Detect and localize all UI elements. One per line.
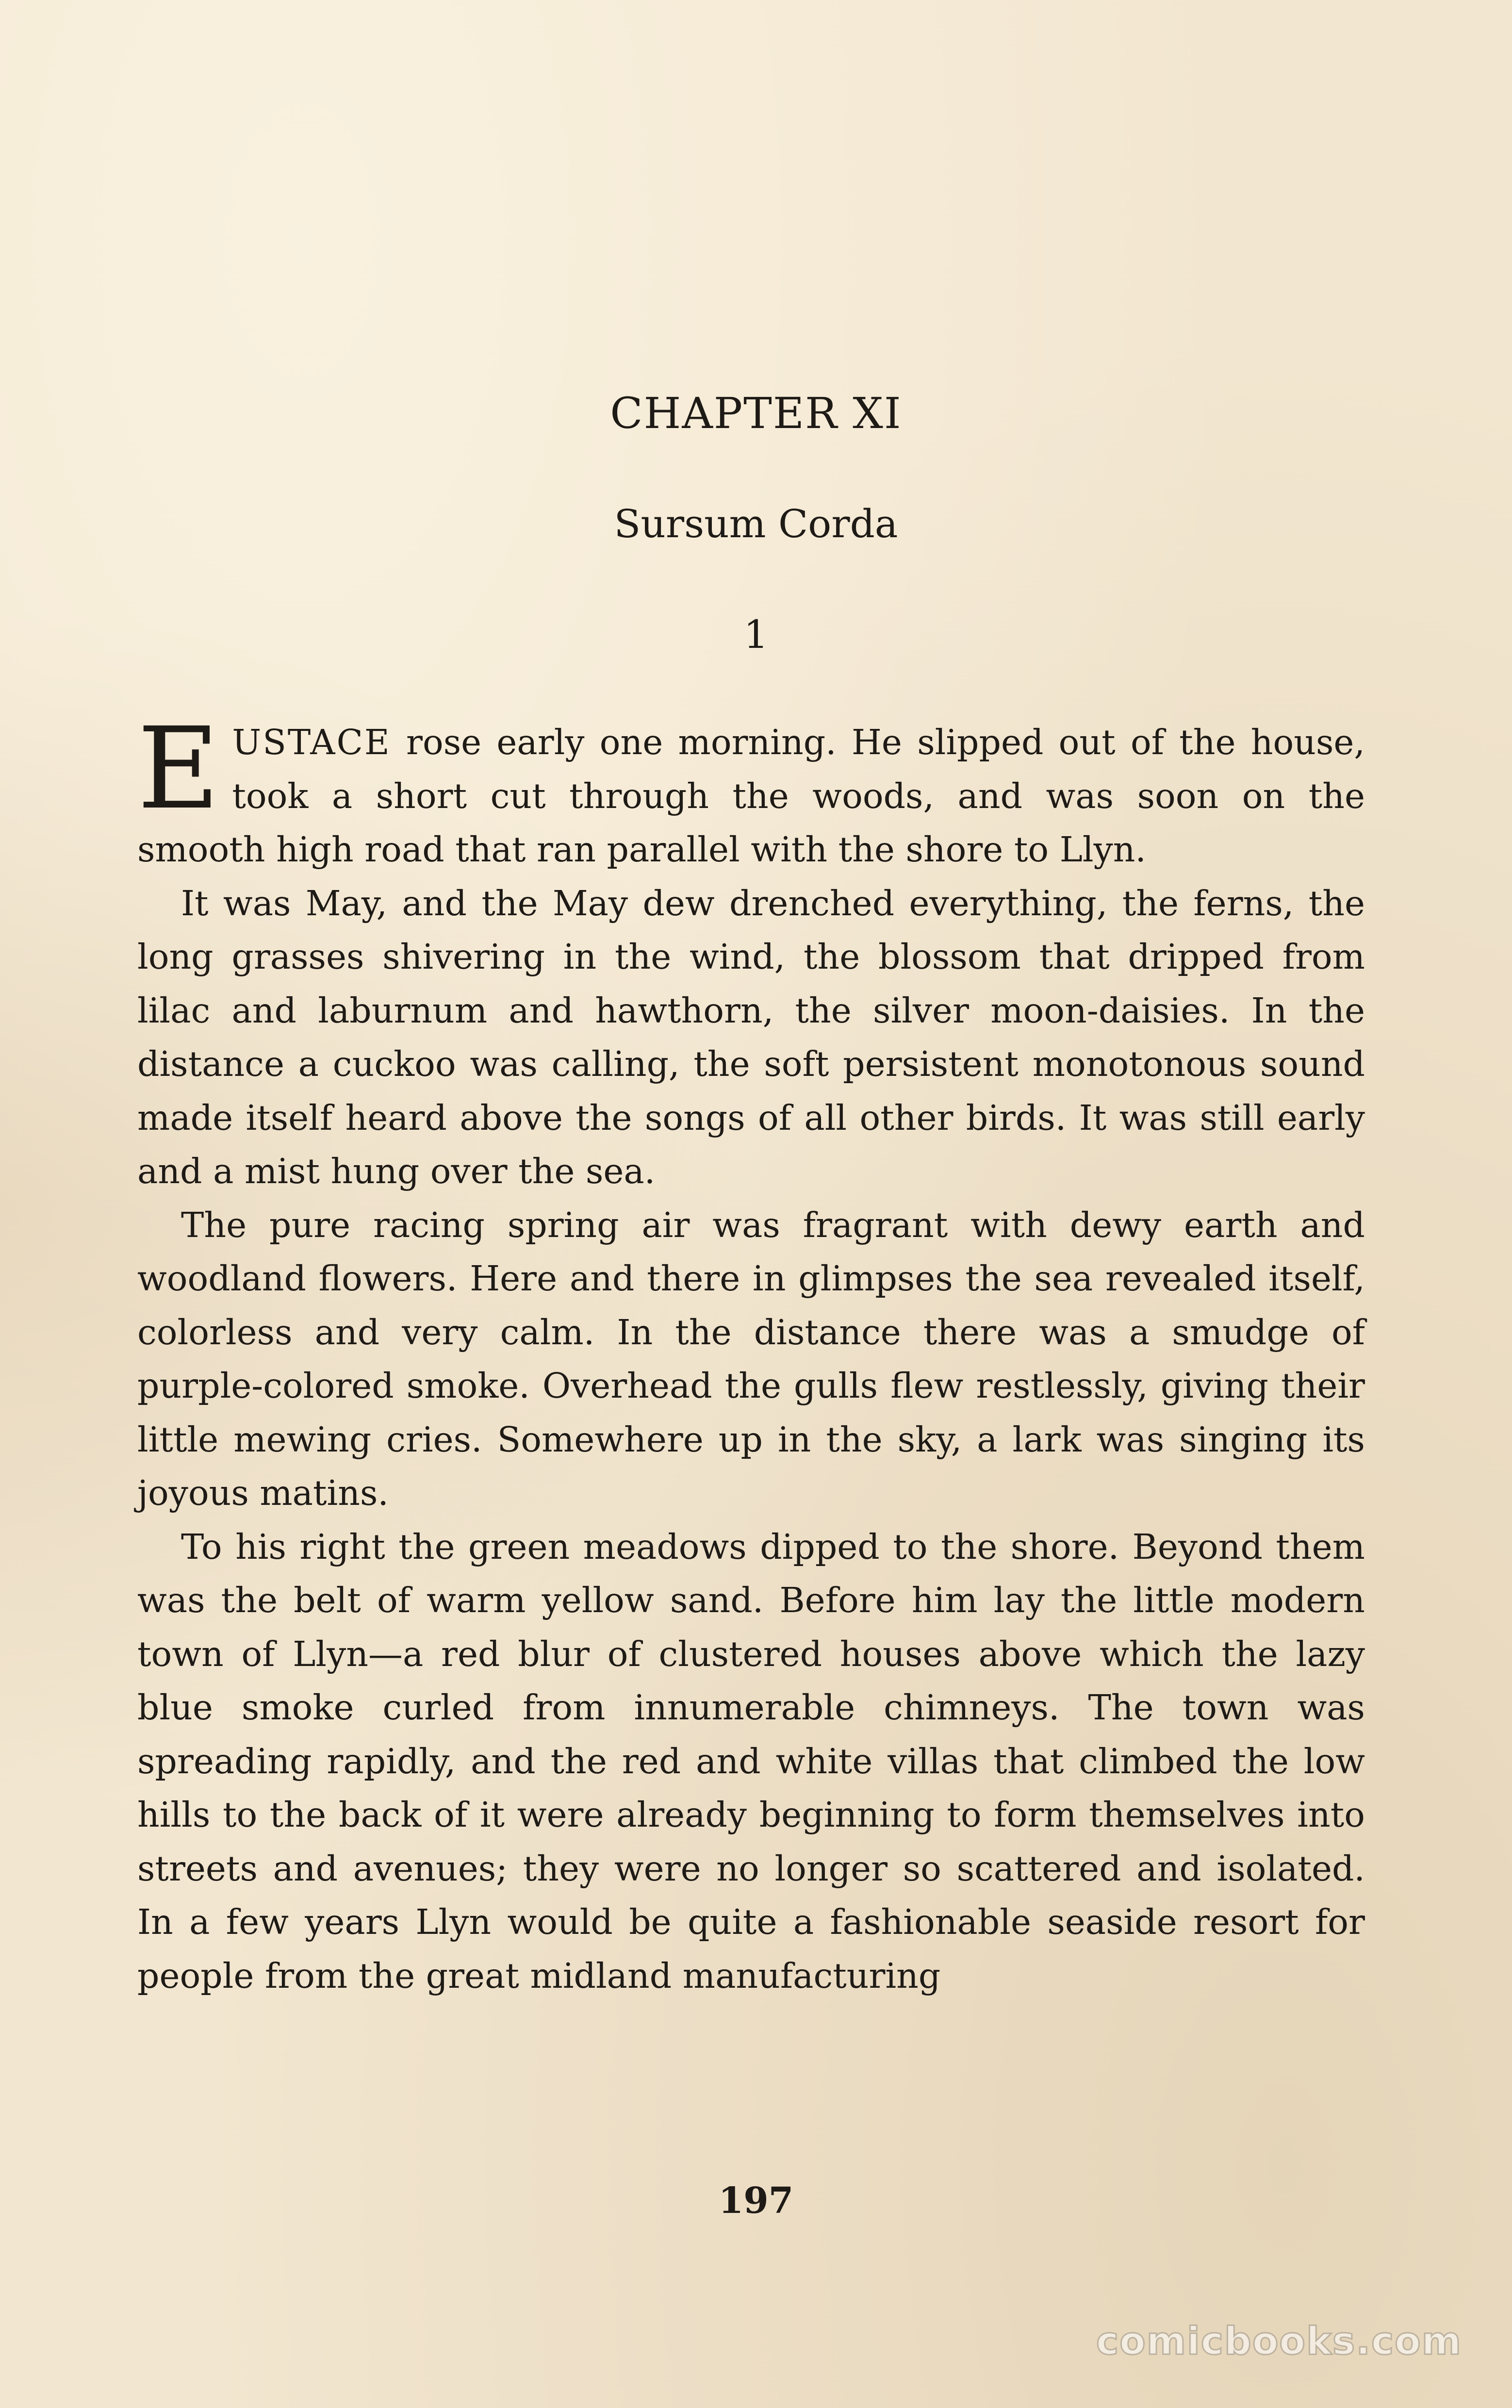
watermark: comicbooks.com: [1096, 2320, 1463, 2363]
paragraph-1-text: rose early one morning. He slipped out of the house, took a short cut through the woods, and was soon on the smooth high road that ran parallel with the shore to Llyn.: [137, 722, 1365, 870]
page-number: 197: [718, 2180, 794, 2222]
body-text: [137, 703, 1365, 2003]
section-number: 1: [743, 612, 769, 657]
chapter-title: CHAPTER XI: [610, 388, 902, 438]
paragraph-3: The pure racing spring air was fragrant with dewy earth and woodland flowers. Here and there in glimpses the sea revealed itself, colorless and very calm. In the distance there was a smudge of purple-colored smoke. Overhead the gulls flew restlessly, giving their little mewing cries. Somewhere up in the sky, a lark was singing its joyous matins.: [137, 1204, 1365, 1513]
lead-word: USTACE: [232, 722, 391, 762]
paragraph-4: To his right the green meadows dipped to the shore. Beyond them was the belt of warm yellow sand. Before him lay the little modern town of Llyn—a red blur of clustered houses above which the lazy blue smoke curled from innumerable chimneys. The town was spreading rapidly, and the red and white villas that climbed the low hills to the back of it were already beginning to form themselves into streets and avenues; they were no longer so scattered and isolated. In a few years Llyn would be quite a fashionable seaside resort for people from the great midland manufacturing: [137, 1526, 1365, 1996]
chapter-subtitle: Sursum Corda: [614, 501, 898, 546]
paragraph-1: [137, 703, 1365, 877]
paragraph-2: It was May, and the May dew drenched everything, the ferns, the long grasses shivering in the wind, the blossom that dripped from lilac and laburnum and hawthorn, the silver moon-daisies. In the distance a cuckoo was calling, the soft persistent monotonous sound made itself heard above the songs of all other birds. It was still early and a mist hung over the sea.: [137, 883, 1365, 1191]
drop-cap: E: [137, 703, 220, 834]
